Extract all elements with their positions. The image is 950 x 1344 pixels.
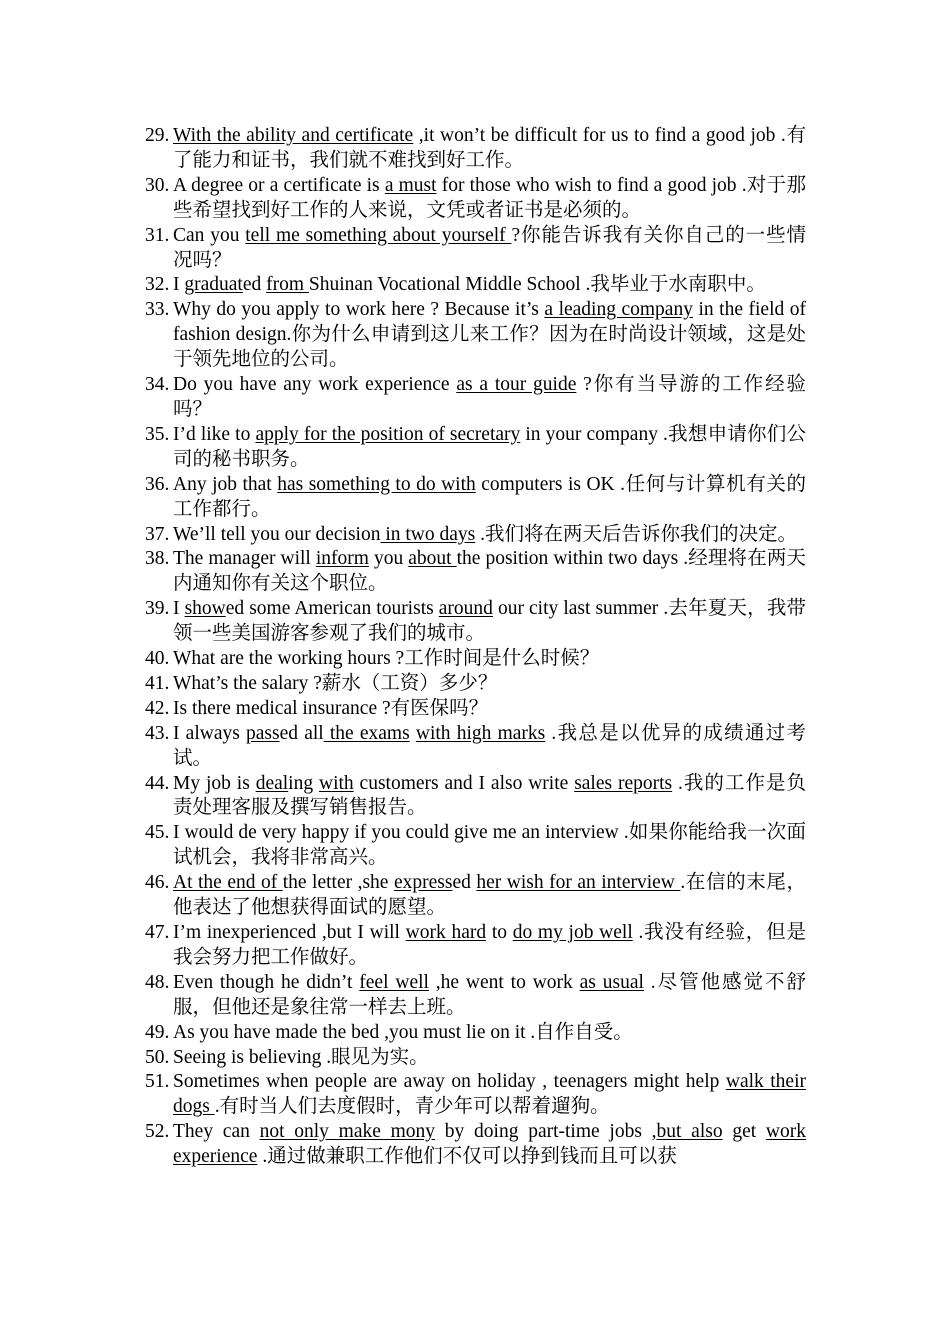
underlined-phrase: a must (384, 174, 437, 196)
text-segment: Is there medical insurance ?有医保吗？ (173, 697, 489, 719)
underlined-phrase: deal (255, 772, 289, 794)
item-number: 36. (145, 473, 170, 495)
sentence-item (145, 871, 806, 921)
text-segment: Shuinan Vocational Middle School .我毕业于水南职中。 (308, 274, 766, 296)
underlined-phrase: has something to do with (277, 473, 476, 495)
underlined-phrase: sales reports (574, 772, 673, 794)
underlined-phrase: walk their dogs (173, 1071, 806, 1118)
text-segment: ?你有当导游的工作经验吗？ (173, 374, 807, 420)
item-number: 29. (145, 125, 170, 146)
underlined-phrase: At the end of (173, 872, 283, 894)
text-segment: My job is (173, 772, 256, 794)
sentence-item (145, 672, 806, 697)
item-number: 35. (145, 423, 170, 445)
sentence-item (145, 1021, 806, 1046)
text-segment: ed (242, 274, 267, 296)
item-text (173, 772, 806, 822)
text-segment: ,he went to work (428, 971, 580, 993)
text-segment: Sometimes when people are away on holiday , teenagers might help (173, 1071, 726, 1093)
text-segment: Do you have any work experience (173, 374, 457, 396)
text-segment: ed all (279, 722, 324, 744)
text-segment: in your company .我想申请你们公司的秘书职务。 (173, 423, 806, 470)
item-number: 47. (145, 922, 170, 943)
text-segment: ing (288, 772, 319, 794)
text-segment: for those who wish to find a good job .对于那些希望找到好工作的人来说，文凭或者证书是必须的。 (173, 174, 806, 221)
item-text (173, 124, 806, 174)
item-text (173, 224, 806, 274)
text-segment: .通过做兼职工作他们不仅可以挣到钱而且可以获 (257, 1146, 677, 1168)
text-segment: .有时当人们去度假时，青少年可以帮着遛狗。 (214, 1096, 610, 1118)
item-number: 34. (145, 374, 170, 396)
underlined-phrase: express (393, 872, 453, 894)
underlined-phrase: with high marks (415, 722, 546, 744)
text-segment: by doing part-time jobs , (435, 1121, 657, 1143)
sentence-item (145, 1046, 806, 1071)
sentence-item (145, 174, 806, 224)
sentence-item (145, 224, 806, 274)
text-segment: you (368, 548, 409, 570)
text-segment: the letter ,she (282, 872, 394, 894)
text-segment: We’ll tell you our decision (173, 523, 381, 545)
text-segment: our city last summer .去年夏天，我带领一些美国游客参观了我们的城市。 (173, 598, 807, 645)
item-number: 46. (145, 872, 170, 894)
item-text (173, 423, 806, 473)
item-number: 41. (145, 672, 170, 694)
item-text (173, 821, 806, 871)
underlined-phrase: with (318, 772, 354, 794)
underlined-phrase: around (438, 598, 493, 620)
item-text (173, 1046, 806, 1071)
item-text (173, 1070, 806, 1120)
item-text (173, 298, 806, 373)
underlined-phrase: in two days (380, 523, 476, 545)
underlined-phrase: inform (315, 548, 369, 570)
text-segment: .我的工作是负责处理客服及撰写销售报告。 (173, 772, 806, 819)
item-text (173, 921, 806, 971)
item-number: 40. (145, 648, 170, 670)
underlined-phrase: as a tour guide (456, 374, 577, 396)
sentence-item (145, 124, 806, 174)
text-segment: As you have made the bed ,you must lie on it .自作自受。 (173, 1021, 633, 1043)
text-segment: get (722, 1121, 766, 1143)
text-segment: customers and I also write (353, 772, 575, 794)
item-text (173, 971, 806, 1021)
text-segment: Seeing is believing .眼见为实。 (173, 1046, 429, 1068)
underlined-phrase: as usual (579, 971, 644, 993)
text-segment: Even though he didn’t (173, 971, 360, 993)
underlined-phrase: not only make mony (259, 1121, 436, 1143)
text-segment: .在信的末尾，他表达了他想获得面试的愿望。 (173, 872, 806, 919)
text-segment: .我们将在两天后告诉你我们的决定。 (475, 523, 798, 545)
item-number: 43. (145, 722, 170, 744)
underlined-phrase: the exams (323, 722, 410, 744)
item-number: 50. (145, 1046, 170, 1068)
item-number: 51. (145, 1071, 170, 1093)
item-number: 32. (145, 274, 170, 296)
text-segment: ,it won’t be difficult for us to find a good job .有了能力和证书，我们就不难找到好工作。 (173, 125, 807, 171)
sentence-item (145, 1120, 806, 1170)
text-segment: ed (452, 872, 477, 894)
item-number: 39. (145, 598, 170, 620)
item-text (173, 697, 806, 722)
text-segment: The manager will (173, 548, 316, 570)
sentence-item (145, 821, 806, 871)
item-number: 42. (145, 697, 170, 719)
underlined-phrase: graduat (184, 274, 243, 296)
text-segment: A degree or a certificate is (173, 174, 385, 196)
item-text (173, 473, 806, 523)
sentence-item (145, 772, 806, 822)
sentence-item (145, 722, 806, 772)
sentence-item (145, 373, 806, 423)
text-segment: I (173, 598, 185, 620)
underlined-phrase: work experience (173, 1121, 806, 1168)
item-text (173, 1021, 806, 1046)
text-segment: in the field of fashion design.你为什么申请到这儿来工作？因为在时尚设计领域，这是处于领先地位的公司。 (173, 299, 806, 371)
underlined-phrase: apply for the position of secretary (255, 423, 521, 445)
text-segment: What are the working hours ?工作时间是什么时候？ (173, 648, 600, 670)
text-segment: the position within two days .经理将在两天内通知你有关这个职位。 (173, 548, 807, 595)
underlined-phrase: feel well (359, 971, 429, 993)
underlined-phrase: work hard (405, 922, 487, 943)
underlined-phrase: tell me something about yourself (245, 224, 512, 246)
sentence-item (145, 597, 806, 647)
underlined-phrase: but also (656, 1121, 723, 1143)
item-number: 37. (145, 523, 170, 545)
item-number: 33. (145, 299, 170, 321)
text-segment: Can you (173, 224, 246, 246)
text-segment: .尽管他感觉不舒服，但他还是象往常一样去上班。 (173, 971, 806, 1018)
item-text (173, 647, 806, 672)
sentence-item (145, 298, 806, 373)
text-segment: .我总是以优异的成绩通过考试。 (173, 722, 806, 769)
item-number: 30. (145, 174, 170, 196)
underlined-phrase: With the ability and certificate (173, 125, 414, 146)
item-text (173, 373, 806, 423)
sentence-item (145, 473, 806, 523)
item-text (173, 1120, 806, 1170)
sentence-item (145, 1070, 806, 1120)
item-text (173, 871, 806, 921)
item-text (173, 547, 806, 597)
item-number: 52. (145, 1121, 170, 1143)
item-number: 31. (145, 224, 170, 246)
sentence-item (145, 697, 806, 722)
text-segment: I’d like to (173, 423, 256, 445)
text-segment: to (486, 922, 513, 943)
text-segment: I (173, 274, 185, 296)
item-text (173, 523, 806, 548)
sentence-item (145, 523, 806, 548)
sentence-item (145, 921, 806, 971)
underlined-phrase: from (266, 274, 309, 296)
underlined-phrase: pass (246, 722, 280, 744)
sentence-list (145, 124, 806, 1170)
text-segment: They can (173, 1121, 260, 1143)
underlined-phrase: do my job well (512, 922, 633, 943)
item-number: 45. (145, 822, 170, 844)
item-number: 49. (145, 1021, 170, 1043)
sentence-item (145, 971, 806, 1021)
document-page (145, 124, 806, 1170)
sentence-item (145, 647, 806, 672)
text-segment: Any job that (173, 473, 278, 495)
text-segment: ?你能告诉我有关你自己的一些情况吗？ (173, 224, 807, 271)
sentence-item (145, 423, 806, 473)
text-segment: What’s the salary ?薪水（工资）多少？ (173, 672, 498, 694)
item-text (173, 672, 806, 697)
text-segment: .我没有经验，但是我会努力把工作做好。 (173, 922, 806, 968)
item-text (173, 174, 806, 224)
text-segment: ed some American tourists (225, 598, 439, 620)
underlined-phrase: show (184, 598, 226, 620)
item-text (173, 273, 806, 298)
underlined-phrase: a leading company (544, 299, 693, 321)
item-text (173, 597, 806, 647)
text-segment: Why do you apply to work here ? Because it’s (173, 299, 545, 321)
item-number: 38. (145, 548, 170, 570)
text-segment: I would de very happy if you could give me an interview .如果你能给我一次面试机会，我将非常高兴。 (173, 822, 806, 869)
underlined-phrase: her wish for an interview (476, 872, 681, 894)
sentence-item (145, 273, 806, 298)
text-segment: I always (173, 722, 247, 744)
item-text (173, 722, 806, 772)
underlined-phrase: about (408, 548, 457, 570)
item-number: 48. (145, 971, 170, 993)
text-segment: computers is OK .任何与计算机有关的工作都行。 (173, 473, 806, 520)
sentence-item (145, 547, 806, 597)
item-number: 44. (145, 772, 170, 794)
text-segment: I’m inexperienced ,but I will (173, 922, 406, 943)
